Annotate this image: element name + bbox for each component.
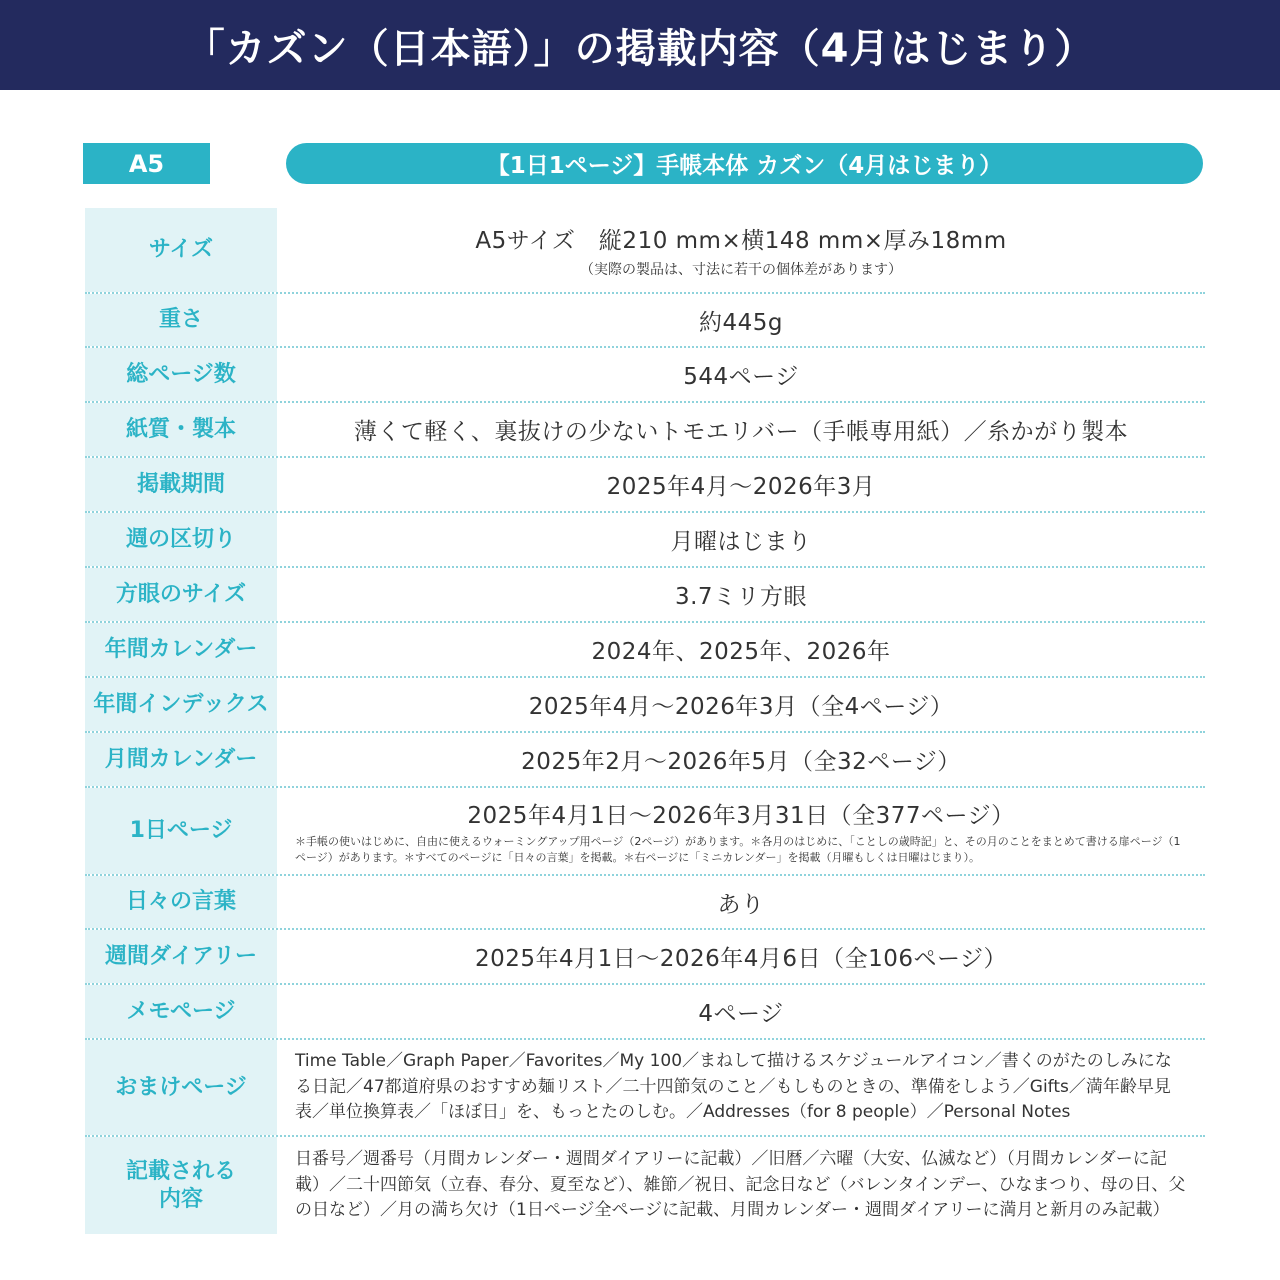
spec-value-cell — [277, 1040, 1205, 1135]
spec-value: 薄くて軽く、裏抜けの少ないトモエリバー（手帳専用紙）／糸かがり製本 — [353, 419, 1129, 445]
spec-note: （実際の製品は、寸法に若干の個体差があります） — [580, 261, 902, 278]
product-title-pill: 【1日1ページ】手帳本体 カズン（4月はじまり） — [286, 143, 1203, 184]
spec-row-yearly-index — [85, 678, 1205, 733]
spec-row-listed-content — [85, 1137, 1205, 1234]
spec-label: 方眼のサイズ — [85, 568, 277, 621]
spec-value: 2025年4月～2026年3月（全4ページ） — [528, 694, 954, 720]
spec-value: 2024年、2025年、2026年 — [591, 639, 891, 665]
spec-value-cell — [277, 733, 1205, 786]
size-badge: A5 — [83, 143, 210, 184]
spec-fine-print: ＊手帳の使いはじめに、自由に使えるウォーミングアップ用ページ（2ページ）があります。＊各月のはじめに、「ことしの歳時記」と、その月のことをまとめて書ける扉ページ（1ページ）があります。＊すべてのページに「日々の言葉」を掲載。＊右ページに「ミニカレンダー」を掲載（月曜もしくは日曜はじまり）。 — [295, 834, 1181, 864]
spec-label: 週間ダイアリー — [85, 930, 277, 983]
spec-value-cell — [277, 458, 1205, 511]
spec-value: 2025年4月1日～2026年3月31日（全377ページ） — [467, 802, 1015, 829]
spec-value: 2025年4月1日～2026年4月6日（全106ページ） — [474, 946, 1008, 972]
spec-value: 2025年4月～2026年3月 — [606, 474, 876, 500]
spec-row-daily-pages — [85, 788, 1205, 876]
spec-value: 約445g — [699, 309, 783, 336]
spec-value-cell — [277, 348, 1205, 401]
spec-value-cell — [277, 678, 1205, 731]
spec-value-cell — [277, 788, 1205, 874]
spec-label: 総ページ数 — [85, 348, 277, 401]
spec-row-grid — [85, 568, 1205, 623]
spec-label: 紙質・製本 — [85, 403, 277, 456]
spec-row-size — [85, 208, 1205, 294]
spec-label-line: 内容 — [158, 1186, 203, 1212]
spec-row-monthly-calendar — [85, 733, 1205, 788]
spec-value: 月曜はじまり — [670, 529, 812, 555]
spec-label: メモページ — [85, 985, 277, 1038]
spec-value: 3.7ミリ方眼 — [674, 584, 808, 610]
spec-row-period — [85, 458, 1205, 513]
spec-value-cell — [277, 1137, 1205, 1234]
spec-label: 重さ — [85, 294, 277, 346]
spec-value-cell — [277, 208, 1205, 292]
spec-row-paper — [85, 403, 1205, 458]
spec-value: あり — [717, 891, 765, 918]
spec-label — [85, 1137, 277, 1234]
spec-label: 1日ページ — [85, 788, 277, 874]
spec-row-pages — [85, 348, 1205, 403]
spec-table — [85, 208, 1205, 1234]
spec-value-cell — [277, 513, 1205, 566]
spec-value-cell — [277, 876, 1205, 928]
page-title: 「カズン（日本語）」の掲載内容（4月はじまり） — [184, 25, 1096, 72]
spec-value-cell — [277, 294, 1205, 346]
spec-value: 4ページ — [698, 1001, 784, 1027]
header-banner — [0, 0, 1280, 90]
spec-value: A5サイズ 縦210 mm×横148 mm×厚み18mm — [475, 227, 1007, 254]
spec-row-weekly-diary — [85, 930, 1205, 985]
spec-label: 月間カレンダー — [85, 733, 277, 786]
spec-row-memo-pages — [85, 985, 1205, 1040]
spec-value-cell — [277, 985, 1205, 1038]
spec-value-cell — [277, 403, 1205, 456]
spec-value-long: 日番号／週番号（月間カレンダー・週間ダイアリーに記載）／旧暦／六曜（大安、仏滅など）（月間カレンダーに記載）／二十四節気（立春、春分、夏至など）、雑節／祝日、記念日など（バレンタインデー、ひなまつり、母の日、父の日など）／月の満ち欠け（1日ページ全ページに記載、月間カレンダー・週間ダイアリーに満月と新月のみ記載） — [295, 1149, 1186, 1221]
spec-label: 週の区切り — [85, 513, 277, 566]
spec-value: 544ページ — [683, 364, 799, 390]
spec-value-cell — [277, 623, 1205, 676]
spec-label: 日々の言葉 — [85, 876, 277, 928]
spec-label: 年間インデックス — [85, 678, 277, 731]
spec-row-bonus-pages — [85, 1040, 1205, 1137]
spec-value-long: Time Table／Graph Paper／Favorites／My 100／まねして描けるスケジュールアイコン／書くのがたのしみになる日記／47都道府県のおすすめ麺リスト／二十四節気のこと／もしものときの、準備をしよう／Gifts／満年齢早見表／単位換算表／「ほぼ日」を、もっとたのしむ。／Addresses（for 8 people）／Personal Notes — [295, 1051, 1172, 1123]
spec-label: 掲載期間 — [85, 458, 277, 511]
spec-label-line: 記載される — [125, 1159, 236, 1184]
spec-row-yearly-calendar — [85, 623, 1205, 678]
spec-value-cell — [277, 568, 1205, 621]
spec-row-weight — [85, 294, 1205, 348]
spec-label: サイズ — [85, 208, 277, 292]
spec-label: おまけページ — [85, 1040, 277, 1135]
spec-row-daily-words — [85, 876, 1205, 930]
spec-label: 年間カレンダー — [85, 623, 277, 676]
spec-value: 2025年2月～2026年5月（全32ページ） — [521, 749, 961, 775]
spec-row-week-start — [85, 513, 1205, 568]
spec-value-cell — [277, 930, 1205, 983]
